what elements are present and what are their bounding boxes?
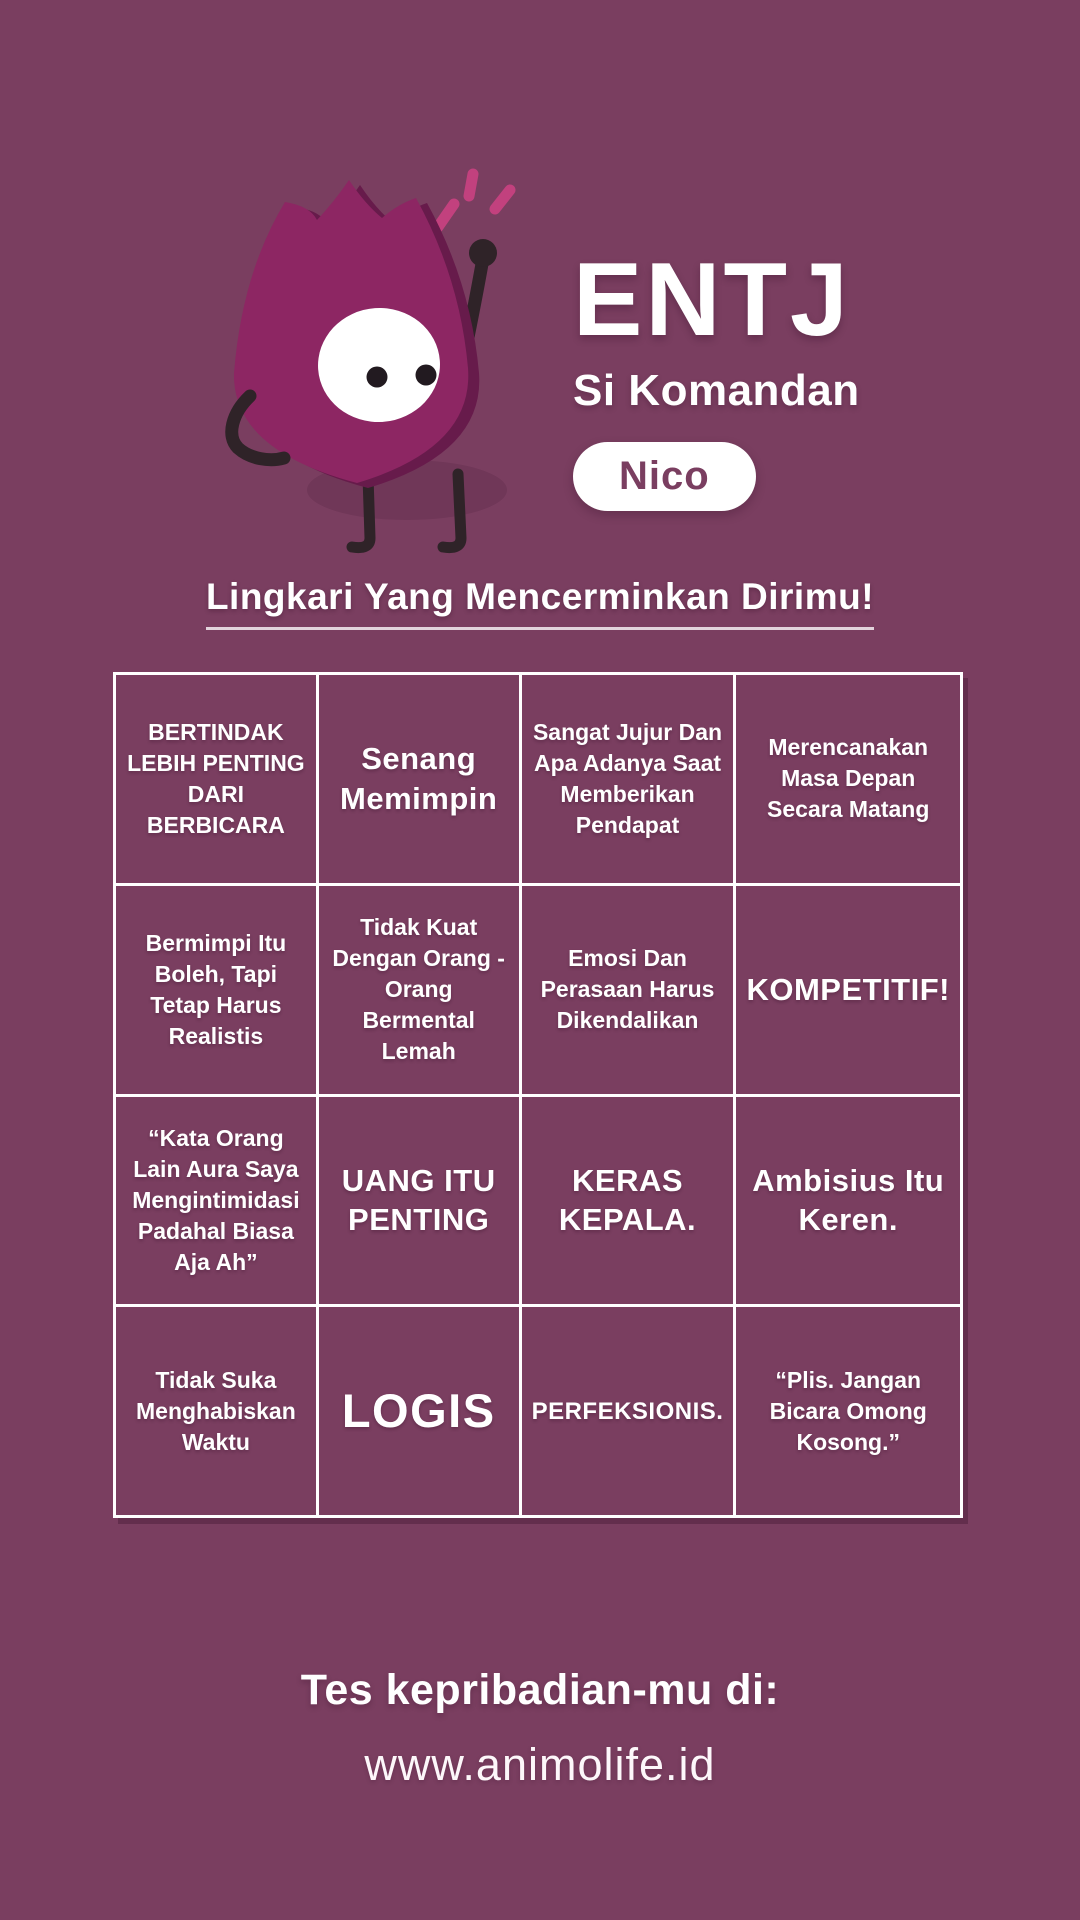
bingo-cell[interactable]: LOGIS [319,1307,519,1515]
onion-mascot-icon [222,138,522,568]
instruction-text: Lingkari Yang Mencerminkan Dirimu! [206,576,874,630]
bingo-cell[interactable]: PERFEKSIONIS. [522,1307,734,1515]
bingo-cell[interactable]: BERTINDAK LEBIH PENTING DARI BERBICARA [116,675,316,883]
bingo-cell[interactable]: “Plis. Jangan Bicara Omong Kosong.” [736,1307,960,1515]
bingo-grid [113,672,963,1518]
bingo-cell[interactable]: Emosi Dan Perasaan Harus Dikendalikan [522,886,734,1094]
bingo-cell[interactable]: UANG ITU PENTING [319,1097,519,1305]
bingo-cell[interactable]: KERAS KEPALA. [522,1097,734,1305]
name-badge-label: Nico [619,454,710,498]
personality-type-code: ENTJ [573,242,851,358]
mascot-eye-left [367,367,388,388]
instruction-heading [0,576,1080,630]
bingo-cell[interactable]: Merencanakan Masa Depan Secara Matang [736,675,960,883]
cta-label: Tes kepribadian-mu di: [300,1666,780,1714]
bingo-cell[interactable]: Sangat Jujur Dan Apa Adanya Saat Memberikan Pendapat [522,675,734,883]
bingo-cell[interactable]: KOMPETITIF! [736,886,960,1094]
bingo-cell[interactable]: Tidak Kuat Dengan Orang - Orang Bermental Lemah [319,886,519,1094]
emphasis-lines-icon [438,174,510,227]
bingo-cell[interactable]: Bermimpi Itu Boleh, Tapi Tetap Harus Realistis [116,886,316,1094]
bingo-cell[interactable]: Tidak Suka Menghabiskan Waktu [116,1307,316,1515]
mascot-eye-right [416,365,437,386]
bingo-cell[interactable]: Senang Memimpin [319,675,519,883]
bingo-cell[interactable]: “Kata Orang Lain Aura Saya Mengintimidasi Padahal Biasa Aja Ah” [116,1097,316,1305]
hero-text-block [573,244,860,511]
personality-type-title: Si Komandan [573,366,860,415]
website-url[interactable]: www.animolife.id [364,1739,716,1790]
bingo-cell[interactable]: Ambisius Itu Keren. [736,1097,960,1305]
name-badge [573,442,756,511]
footer [0,1666,1080,1791]
